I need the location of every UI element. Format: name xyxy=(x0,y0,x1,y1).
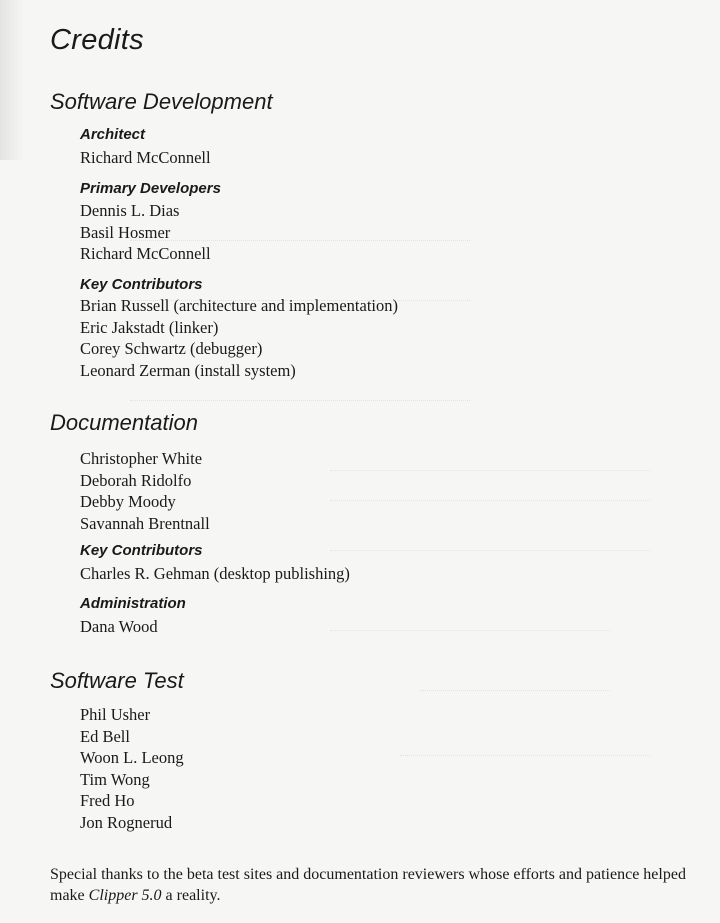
credit-name: Christopher White xyxy=(80,449,203,468)
credit-name: Ed Bell xyxy=(80,726,130,746)
product-name: Clipper 5.0 xyxy=(88,887,162,904)
credit-name: Tim Wong xyxy=(80,769,150,789)
credit-name: Phil Usher xyxy=(80,705,151,724)
credit-name: Dana Wood xyxy=(80,617,158,636)
credit-name: Debby Moody xyxy=(80,492,176,511)
architect-list xyxy=(80,147,211,169)
credit-name: Jon Rognerud xyxy=(80,812,173,832)
bleed-through-line xyxy=(330,500,650,502)
credit-name: Woon L. Leong xyxy=(80,748,184,767)
thanks-text-end: a reality. xyxy=(161,887,221,904)
credit-name: Eric Jakstadt (linker) xyxy=(80,317,219,337)
section-heading-software-development: Software Development xyxy=(50,89,273,114)
documentation-key-contributors-list xyxy=(80,563,350,585)
credit-name: Richard McConnell xyxy=(80,244,211,263)
special-thanks-paragraph xyxy=(50,864,690,906)
credit-name: Corey Schwartz (debugger) xyxy=(80,339,263,358)
bleed-through-line xyxy=(330,630,610,632)
administration-list xyxy=(80,616,158,638)
credit-name: Deborah Ridolfo xyxy=(80,470,192,490)
credit-name: Richard McConnell xyxy=(80,148,211,167)
section-heading-documentation: Documentation xyxy=(50,410,198,435)
bleed-through-line xyxy=(130,400,470,402)
documentation-list xyxy=(80,448,210,534)
credit-name: Brian Russell (architecture and implementation) xyxy=(80,296,398,315)
role-label-administration: Administration xyxy=(80,595,186,612)
bleed-through-line xyxy=(420,690,610,692)
credit-name: Charles R. Gehman (desktop publishing) xyxy=(80,564,350,583)
credit-name: Dennis L. Dias xyxy=(80,201,180,220)
bleed-through-line xyxy=(400,755,650,757)
credit-name: Fred Ho xyxy=(80,791,135,810)
credit-name: Savannah Brentnall xyxy=(80,513,210,533)
software-test-list xyxy=(80,704,184,833)
bleed-through-line xyxy=(330,470,650,472)
role-label-key-contributors: Key Contributors xyxy=(80,276,203,293)
bleed-through-line xyxy=(330,550,650,552)
role-label-primary-developers: Primary Developers xyxy=(80,180,221,197)
credit-name: Basil Hosmer xyxy=(80,222,171,242)
credit-name: Leonard Zerman (install system) xyxy=(80,360,296,380)
role-label-key-contributors: Key Contributors xyxy=(80,542,203,559)
page-title: Credits xyxy=(50,24,144,56)
thanks-text: Special thanks to the beta test sites and documentation reviewers whose efforts and patience helped make xyxy=(50,866,686,904)
scan-edge-shadow xyxy=(0,0,24,160)
primary-developers-list xyxy=(80,200,211,265)
key-contributors-list xyxy=(80,295,398,381)
role-label-architect: Architect xyxy=(80,126,146,143)
section-heading-software-test: Software Test xyxy=(50,668,184,693)
